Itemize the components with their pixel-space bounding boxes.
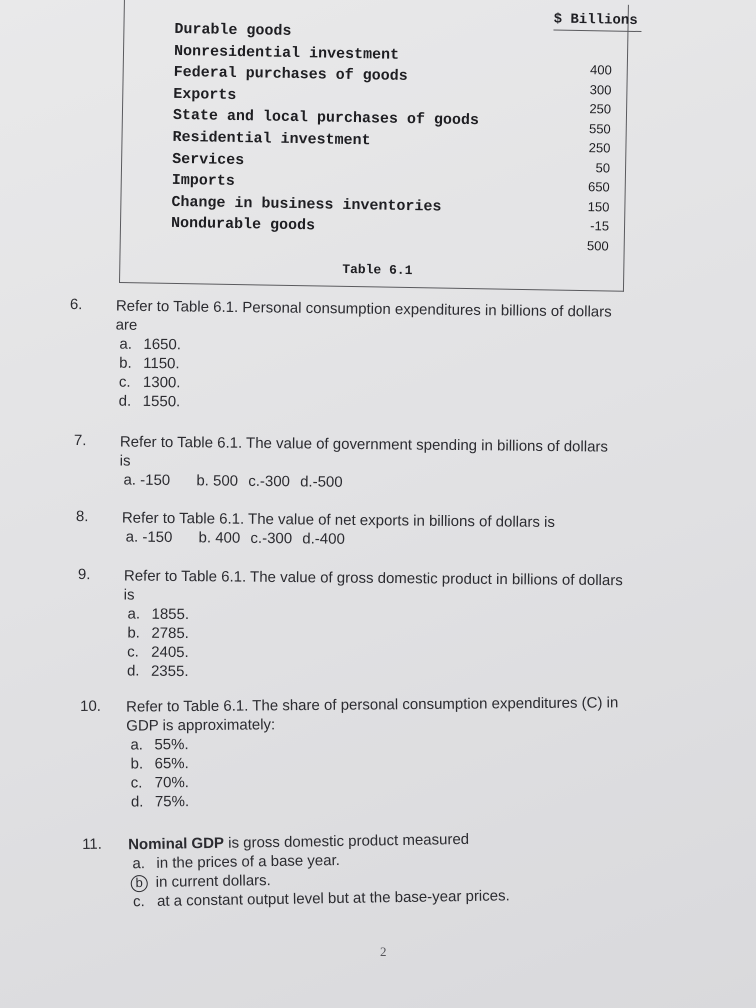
option-a: a. in the prices of a base year. (132, 851, 341, 873)
table-row-label: Durable goods (174, 20, 292, 40)
table-labels (171, 19, 481, 240)
question-number: 11. (82, 835, 103, 853)
option-c: c.-300 (250, 529, 293, 548)
table-header: $ Billions (553, 12, 641, 33)
page-number: 2 (380, 944, 387, 959)
table-value: 300 (589, 81, 612, 98)
option-a: a. 1650. (119, 335, 182, 354)
question-number: 7. (73, 432, 87, 450)
option-b: b. 400 (198, 529, 241, 547)
option-b: b. 500 (196, 472, 239, 490)
question-number: 10. (80, 697, 102, 715)
option-a: a. 1855. (127, 605, 190, 624)
question-stem: Refer to Table 6.1. The value of government spending in billions of dollars (119, 433, 609, 456)
table-value: 150 (587, 198, 610, 215)
option-c: c.-300 (248, 472, 291, 491)
table-row-label: Residential investment (172, 128, 371, 150)
option-b: b. 2785. (127, 624, 189, 643)
option-c: c. 2405. (127, 643, 189, 662)
option-c: c. at a constant output level but at the base-year prices. (132, 887, 510, 911)
option-b: b in current dollars. (129, 865, 669, 892)
table-value: 500 (586, 237, 609, 253)
option-d: d.-400 (302, 530, 345, 548)
question-number: 9. (77, 566, 91, 584)
table-value: 400 (589, 62, 612, 78)
option-a: a. 55%. (130, 736, 189, 754)
table-6-1 (119, 0, 638, 292)
table-row-label: Services (172, 150, 245, 169)
table-row-label: State and local purchases of goods (172, 107, 480, 130)
table-value: 250 (588, 140, 611, 156)
question-number: 8. (75, 508, 89, 526)
option-d: d. 1550. (118, 392, 181, 411)
circled-answer-mark: b (131, 875, 148, 892)
option-d: d. 75%. (130, 793, 190, 811)
table-value: 650 (587, 179, 610, 195)
question-stem: Refer to Table 6.1. The share of personal consumption expenditures (C) in (126, 694, 619, 716)
question-stem-cont: is (123, 586, 135, 604)
table-row-label: Federal purchases of goods (173, 64, 408, 86)
table-caption: Table 6.1 (342, 261, 413, 279)
option-b: b. 65%. (130, 755, 189, 773)
question-stem-cont: GDP is approximately: (126, 716, 276, 735)
table-value: -15 (590, 218, 610, 234)
question-stem-cont: is (119, 452, 131, 470)
table-row-label: Nonresidential investment (173, 42, 400, 64)
question-stem: Refer to Table 6.1. Personal consumption expenditures in billions of dollars (115, 297, 612, 321)
table-value: 50 (595, 159, 611, 176)
key-term: Nominal GDP (128, 834, 225, 854)
option-c: c. 70%. (130, 774, 190, 792)
question-stem: Refer to Table 6.1. The value of net exports in billions of dollars is (121, 509, 555, 532)
option-b: b. 1150. (119, 354, 180, 373)
table-values (569, 60, 612, 256)
table-row-label: Imports (171, 172, 235, 191)
table-row-label: Nondurable goods (170, 215, 316, 235)
table-value: 550 (588, 120, 611, 137)
question-number: 6. (69, 296, 83, 314)
table-row-label: Change in business inventories (171, 193, 442, 216)
option-d: d. 2355. (126, 662, 189, 681)
option-a: a. -150 (123, 471, 171, 490)
table-value: 250 (589, 101, 612, 117)
question-stem: Refer to Table 6.1. The value of gross domestic product in billions of dollars (123, 567, 623, 590)
option-d: d.-500 (300, 473, 343, 491)
question-stem: Nominal GDP is gross domestic product measured (128, 830, 470, 854)
question-stem-cont: are (115, 316, 138, 334)
table-row-label: Exports (173, 85, 237, 104)
option-a: a. -150 (125, 528, 173, 547)
option-c: c. 1300. (118, 373, 181, 392)
